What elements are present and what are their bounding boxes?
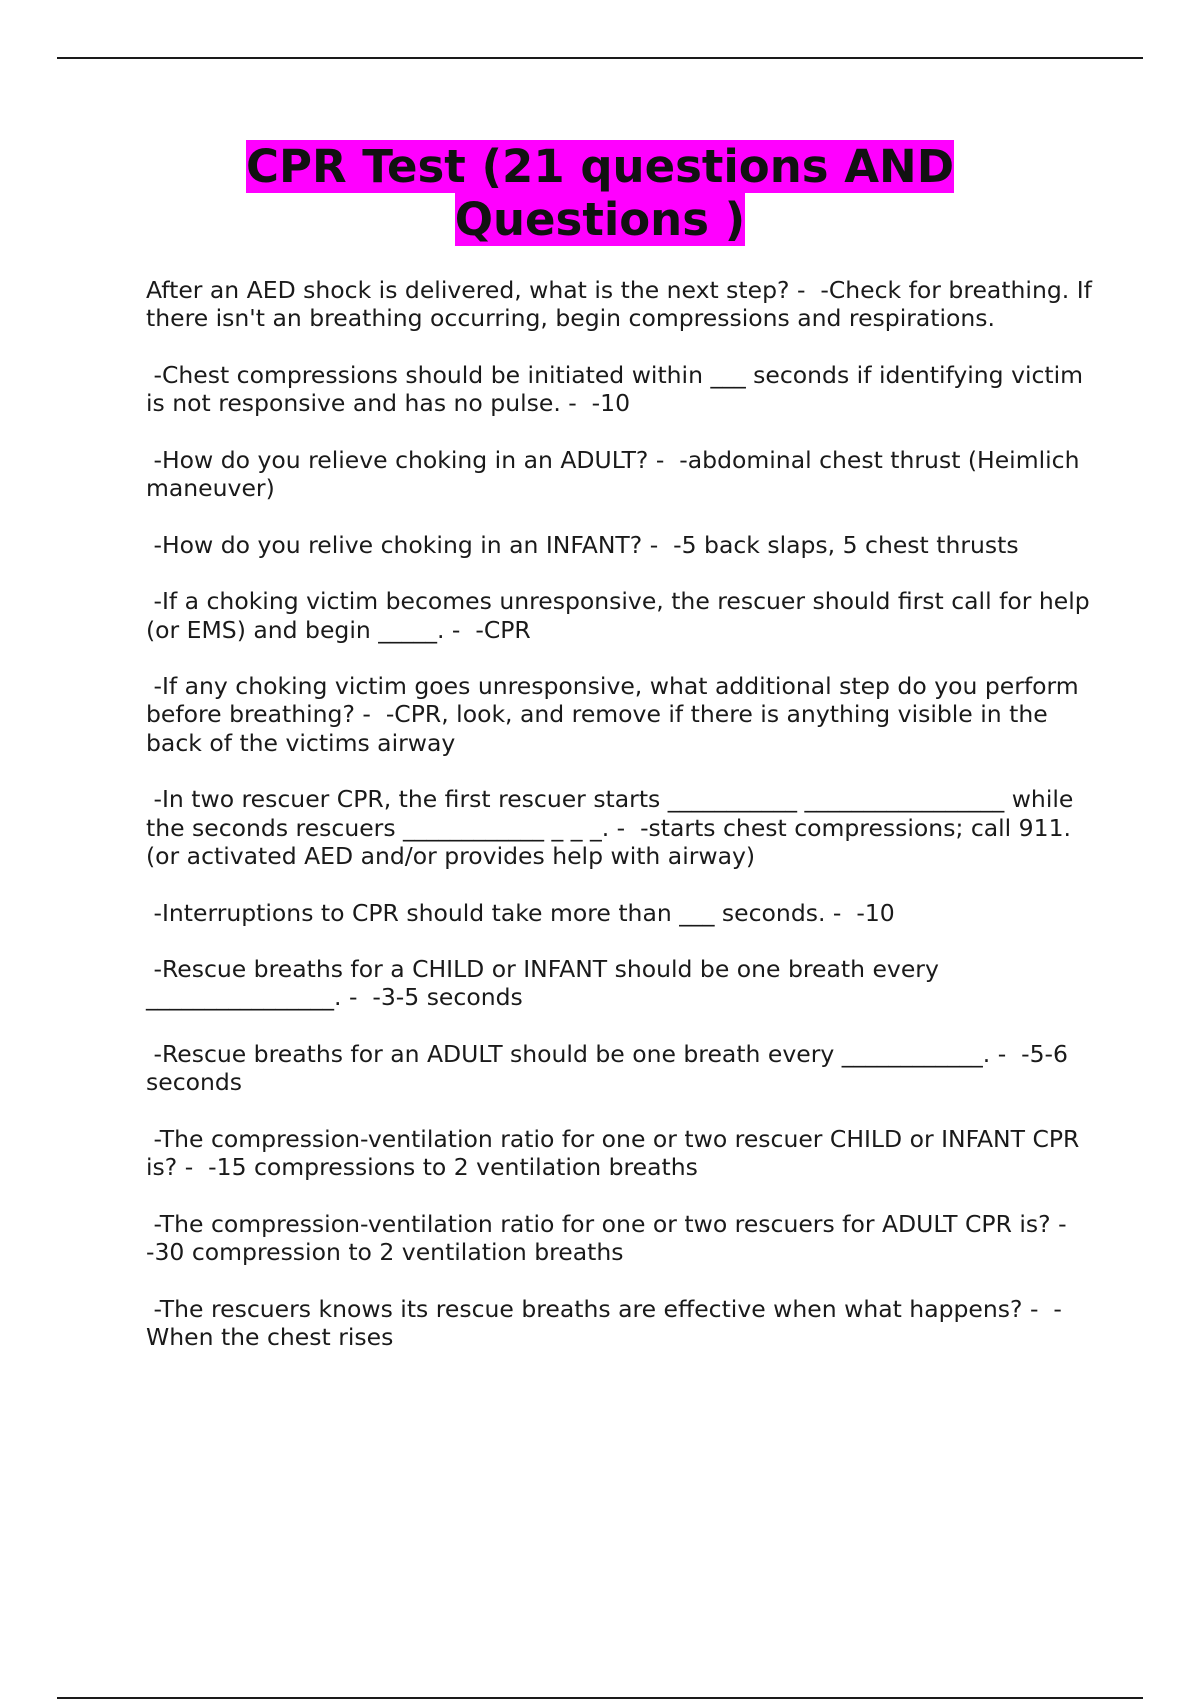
question-item: -Chest compressions should be initiated within ___ seconds if identifying victim is not responsive and has no pulse. - -10	[146, 360, 1091, 418]
question-item: -The rescuers knows its rescue breaths are effective when what happens? - -When the chest rises	[146, 1294, 1062, 1351]
question-item: -In two rescuer CPR, the first rescuer starts ___________ _________________ while the seconds rescuers ____________ _ _ _. - -starts chest compressions; call 911. (or activated AED and/or provides help with airway)	[146, 785, 1081, 870]
question-item: -How do you relive choking in an INFANT? - -5 back slaps, 5 chest thrusts	[146, 530, 1019, 559]
bottom-rule	[57, 1697, 1143, 1699]
question-item: -If any choking victim goes unresponsive, what additional step do you perform before breathing? - -CPR, look, and remove if there is anything visible in the back of the victims airway	[146, 672, 1087, 757]
question-list	[146, 276, 1100, 1380]
question-item: -Interruptions to CPR should take more than ___ seconds. - -10	[146, 898, 895, 927]
title-line-2: Questions )	[454, 193, 746, 246]
top-rule	[57, 57, 1143, 59]
document-title	[0, 140, 1200, 246]
title-line-1: CPR Test (21 questions AND	[245, 140, 955, 193]
question-item: -The compression-ventilation ratio for one or two rescuers for ADULT CPR is? - -30 compression to 2 ventilation breaths	[146, 1209, 1082, 1267]
question-item: -Rescue breaths for a CHILD or INFANT should be one breath every ________________. - -3-5 seconds	[146, 955, 947, 1012]
question-item: -If a choking victim becomes unresponsive, the rescuer should first call for help (or EMS) and begin _____. - -CPR	[146, 587, 1098, 644]
question-item: -Rescue breaths for an ADULT should be one breath every ____________. - -5-6 seconds	[146, 1040, 1076, 1097]
question-item: -The compression-ventilation ratio for one or two rescuer CHILD or INFANT CPR is? - -15 compressions to 2 ventilation breaths	[146, 1124, 1087, 1182]
question-item: After an AED shock is delivered, what is the next step? - -Check for breathing. If there isn't an breathing occurring, begin compressions and respirations.	[146, 276, 1100, 333]
question-item: -How do you relieve choking in an ADULT? - -abdominal chest thrust (Heimlich maneuver)	[146, 445, 1087, 503]
